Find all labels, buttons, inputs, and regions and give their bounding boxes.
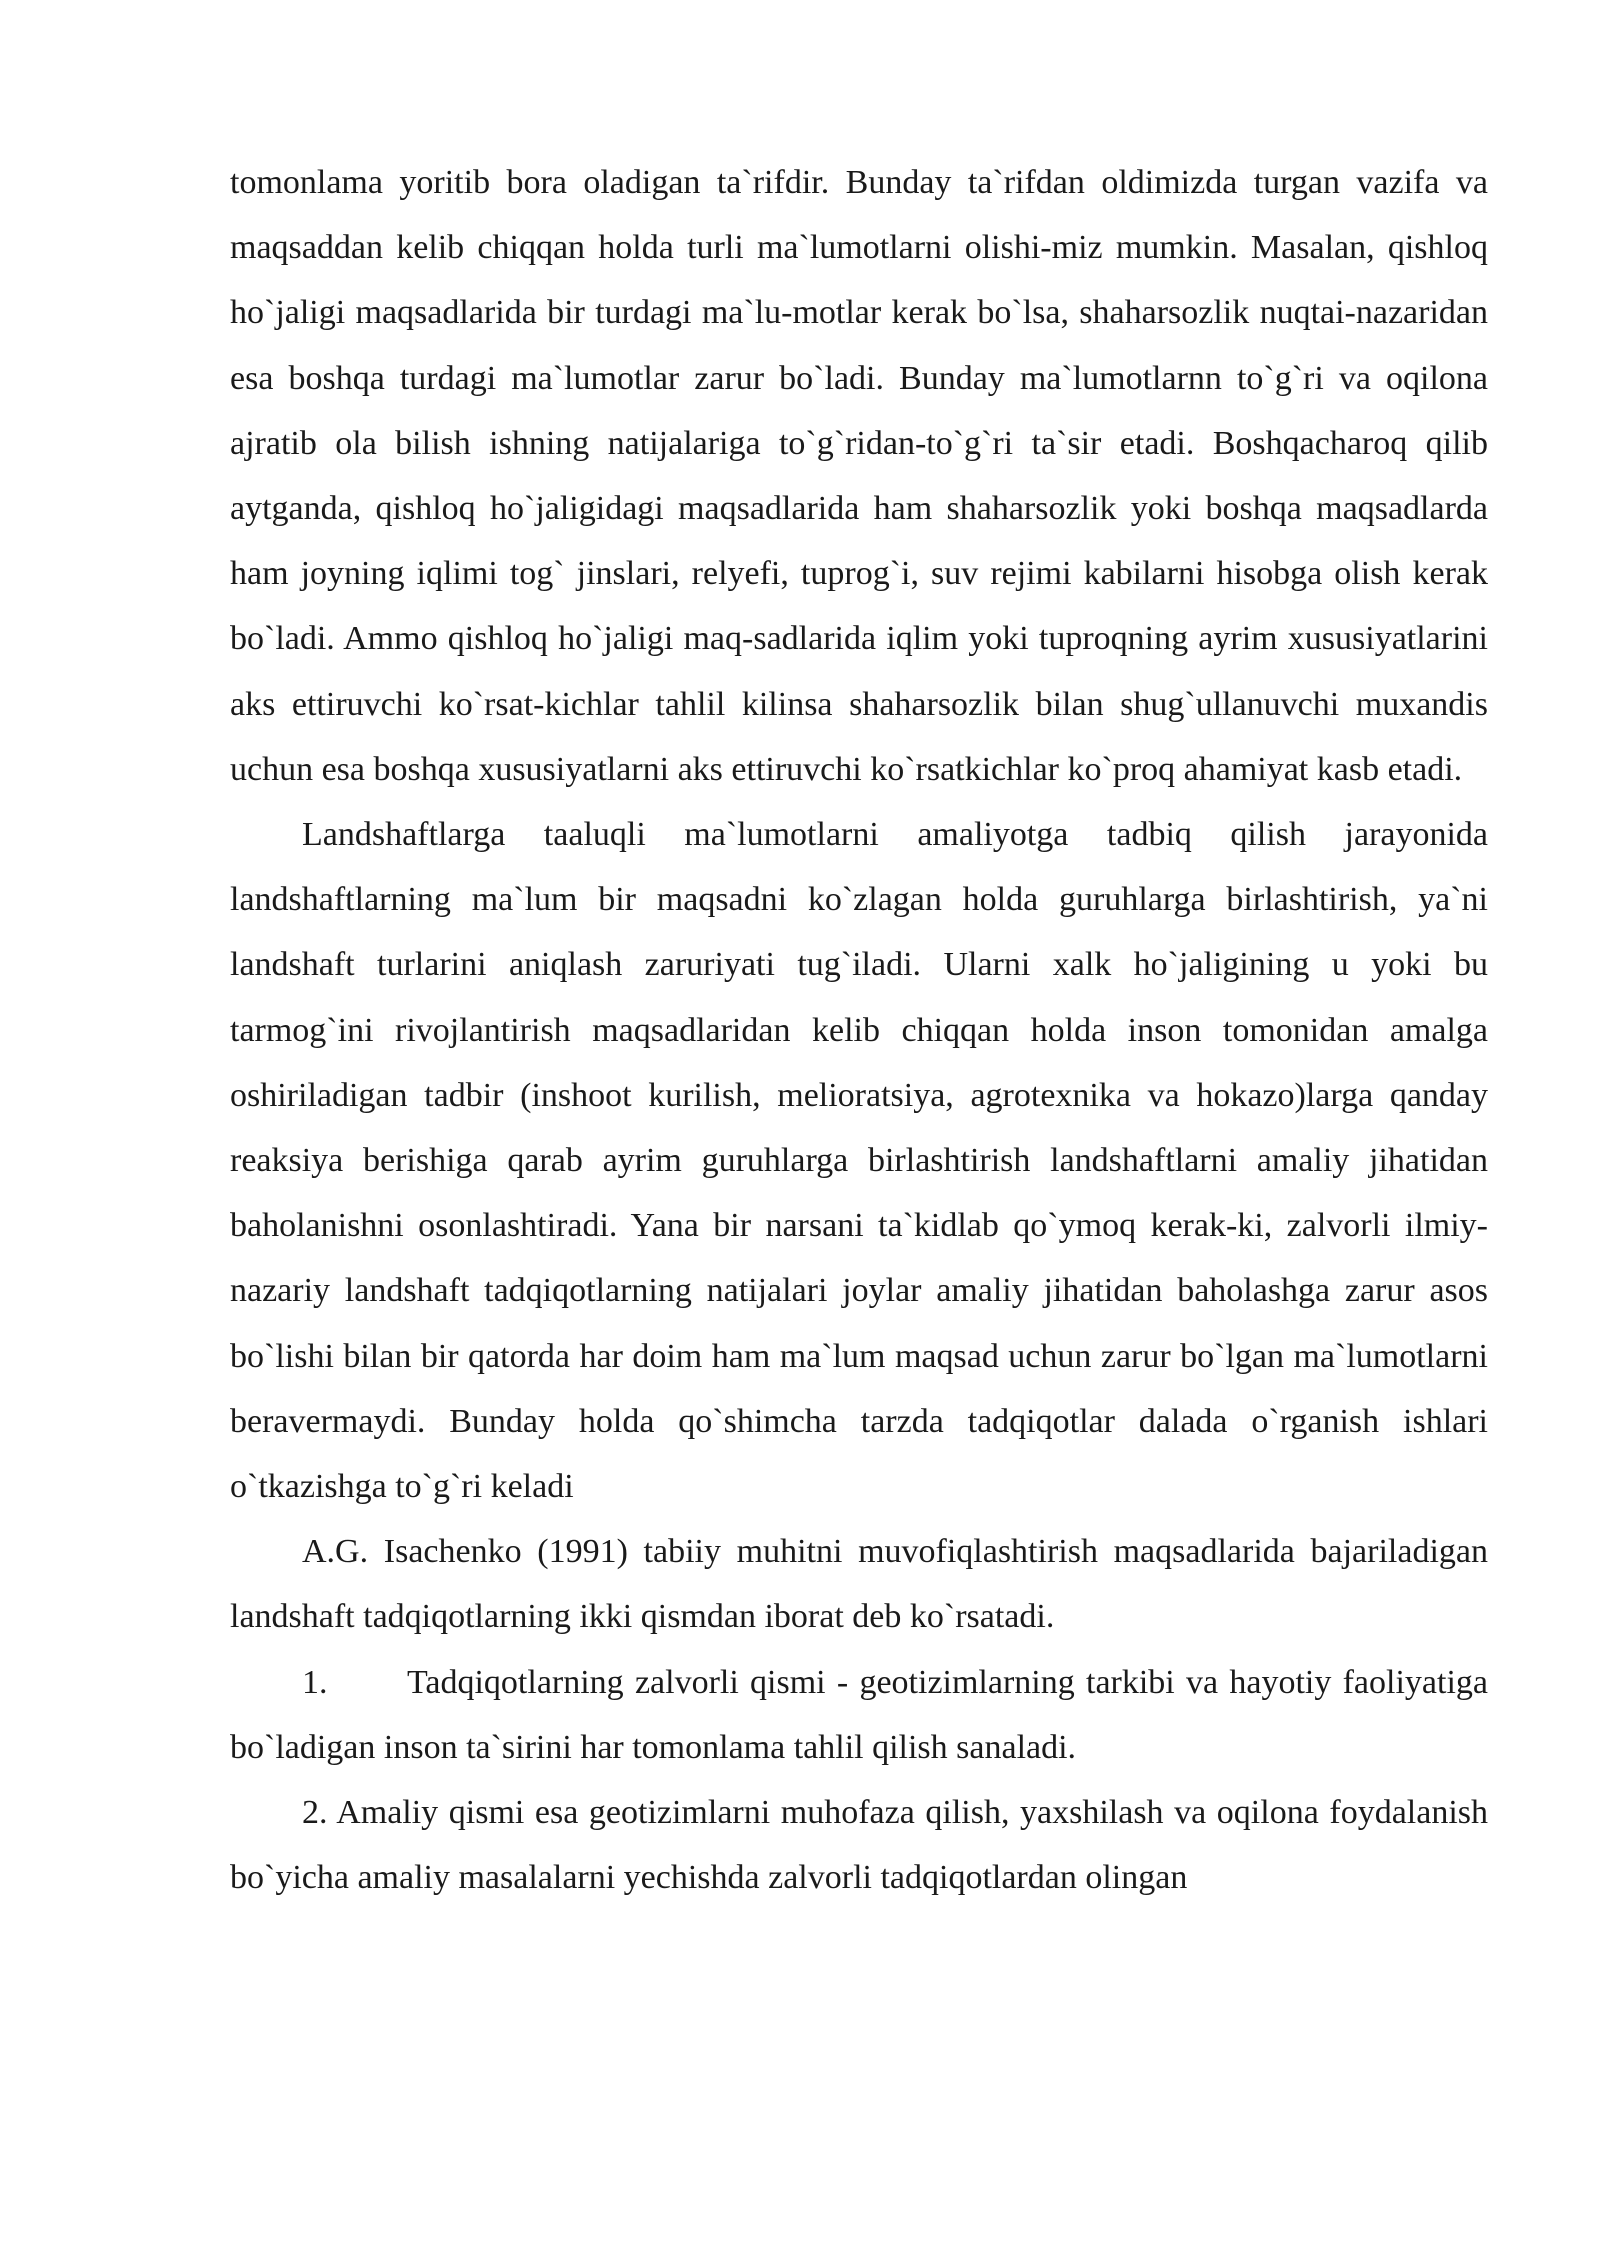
paragraph-isachenko: A.G. Isachenko (1991) tabiiy muhitni muvofiqlashtirish maqsadlarida bajariladigan landshaft tadqiqotlarning ikki qismdan iborat deb ko`rsatadi. bbox=[230, 1533, 1488, 1636]
list-item-1 bbox=[230, 1650, 1488, 1780]
list-item-2 bbox=[230, 1780, 1488, 1910]
paragraph-landscape-types: Landshaftlarga taaluqli ma`lumotlarni amaliyotga tadbiq qilish jarayonida landshaftlarning ma`lum bir maqsadni ko`zlagan holda guruhlarga birlashtirish, ya`ni landshaft turlarini aniqlash zaruriyati tug`iladi. Ularni xalk ho`jaligining u yoki bu tarmog`ini rivojlantirish maqsadlaridan kelib chiqqan holda inson tomonidan amalga oshiriladigan tadbir (inshoot kurilish, melioratsiya, agrotexnika va hokazo)larga qanday reaksiya berishiga qarab ayrim guruhlarga birlashtirish landshaftlarni amaliy jihatidan baholanishni osonlashtiradi. Yana bir narsani ta`kidlab qo`ymoq kerak-ki, zalvorli ilmiy-nazariy landshaft tadqiqotlarning natijalari joylar amaliy jihatidan baholashga zarur asos bo`lishi bilan bir qatorda har doim ham ma`lum maqsad uchun zarur bo`lgan ma`lumotlarni beravermaydi. Bunday holda qo`shimcha tarzda tadqiqotlar dalada o`rganish ishlari o`tkazishga to`g`ri keladi bbox=[230, 816, 1488, 1506]
list-number: 2. bbox=[302, 1794, 328, 1832]
paragraph-continuation: tomonlama yoritib bora oladigan ta`rifdir. Bunday ta`rifdan oldimizda turgan vazifa va maqsaddan kelib chiqqan holda turli ma`lumotlarni olishi-miz mumkin. Masalan, qishloq ho`jaligi maqsadlarida bir turdagi ma`lu-motlar kerak bo`lsa, shaharsozlik nuqtai-nazaridan esa boshqa turdagi ma`lumotlar zarur bo`ladi. Bunday ma`lumotlarnn to`g`ri va oqilona ajratib ola bilish ishning natijalariga to`g`ridan-to`g`ri ta`sir etadi. Boshqacharoq qilib aytganda, qishloq ho`jaligidagi maqsadlarida ham shaharsozlik yoki boshqa maqsadlarda ham joyning iqlimi tog` jinslari, relyefi, tuprog`i, suv rejimi kabilarni hisobga olish kerak bo`ladi. Ammo qishloq ho`jaligi maq-sadlarida iqlim yoki tuproqning ayrim xususiyatlarini aks ettiruvchi ko`rsat-kichlar tahlil kilinsa shaharsozlik bilan shug`ullanuvchi muxandis uchun esa boshqa xususiyatlarni aks ettiruvchi ko`rsatkichlar ko`proq ahamiyat kasb etadi. bbox=[230, 164, 1488, 788]
list-item-text: Amaliy qismi esa geotizimlarni muhofaza qilish, yaxshilash va oqilona foydalanish bo`yicha amaliy masalalarni yechishda zalvorli tadqiqotlardan olingan bbox=[230, 1794, 1488, 1897]
list-item-text: Tadqiqotlarning zalvorli qismi - geotizimlarning tarkibi va hayotiy faoliyatiga bo`ladigan inson ta`sirini har tomonlama tahlil qilish sanaladi. bbox=[230, 1663, 1488, 1766]
document-page bbox=[230, 150, 1488, 1910]
list-number: 1. bbox=[302, 1663, 328, 1701]
